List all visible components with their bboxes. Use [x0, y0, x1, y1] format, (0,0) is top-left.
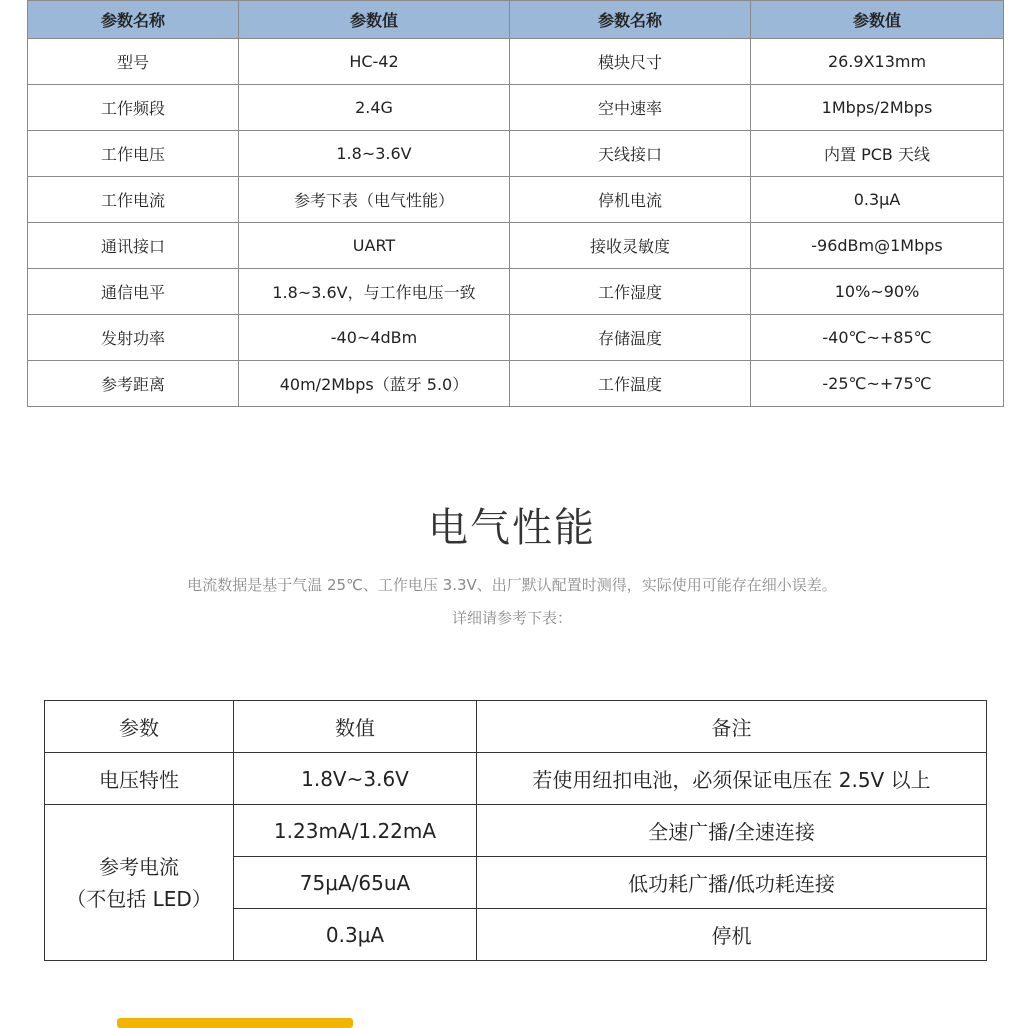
current-label-note: （不包括 LED）	[66, 886, 212, 911]
elec-header-cell: 参数	[45, 701, 234, 753]
elec-cell: 1.23mA/1.22mA	[234, 805, 477, 857]
spec-cell: -25℃~+75℃	[751, 361, 1004, 407]
elec-cell: 1.8V~3.6V	[234, 753, 477, 805]
elec-cell: 低功耗广播/低功耗连接	[477, 857, 987, 909]
spec-row	[28, 177, 1004, 223]
spec-row	[28, 39, 1004, 85]
accent-bar	[117, 1018, 353, 1028]
spec-cell: 发射功率	[28, 315, 239, 361]
section-description: 电流数据是基于气温 25℃、工作电压 3.3V、出厂默认配置时测得，实际使用可能存在细小误差。	[187, 576, 837, 594]
electrical-table	[44, 700, 987, 961]
elec-cell: 全速广播/全速连接	[477, 805, 987, 857]
elec-header-row	[45, 701, 987, 753]
spec-cell: 10%~90%	[751, 269, 1004, 315]
spec-table	[27, 0, 1004, 407]
spec-header-cell: 参数值	[239, 1, 510, 39]
spec-cell: 40m/2Mbps（蓝牙 5.0）	[239, 361, 510, 407]
spec-row	[28, 361, 1004, 407]
spec-cell: 2.4G	[239, 85, 510, 131]
elec-row	[45, 753, 987, 805]
elec-cell: 0.3μA	[234, 909, 477, 961]
elec-header-cell: 备注	[477, 701, 987, 753]
spec-cell: 型号	[28, 39, 239, 85]
spec-cell: -40℃~+85℃	[751, 315, 1004, 361]
spec-cell: 工作温度	[510, 361, 751, 407]
spec-row	[28, 315, 1004, 361]
section-description-note: 详细请参考下表：	[451, 609, 572, 627]
spec-cell: 1.8~3.6V，与工作电压一致	[239, 269, 510, 315]
spec-row	[28, 223, 1004, 269]
spec-cell: 存储温度	[510, 315, 751, 361]
section-title: 电气性能	[428, 505, 596, 551]
spec-row	[28, 269, 1004, 315]
spec-row	[28, 85, 1004, 131]
spec-cell: 接收灵敏度	[510, 223, 751, 269]
spec-header-cell: 参数名称	[28, 1, 239, 39]
spec-cell: 工作电流	[28, 177, 239, 223]
spec-header-cell: 参数名称	[510, 1, 751, 39]
spec-header-cell: 参数值	[751, 1, 1004, 39]
spec-cell: 天线接口	[510, 131, 751, 177]
spec-cell: 通讯接口	[28, 223, 239, 269]
spec-cell: 参考距离	[28, 361, 239, 407]
spec-cell: 停机电流	[510, 177, 751, 223]
elec-cell: 停机	[477, 909, 987, 961]
spec-cell: -40~4dBm	[239, 315, 510, 361]
spec-cell: 26.9X13mm	[751, 39, 1004, 85]
elec-cell: 电压特性	[45, 753, 234, 805]
spec-cell: 通信电平	[28, 269, 239, 315]
current-label: 参考电流	[99, 854, 179, 879]
spec-cell: 空中速率	[510, 85, 751, 131]
spec-cell: 模块尺寸	[510, 39, 751, 85]
spec-cell: 工作电压	[28, 131, 239, 177]
spec-cell: 1.8~3.6V	[239, 131, 510, 177]
spec-cell: 工作频段	[28, 85, 239, 131]
elec-row	[45, 805, 987, 857]
spec-cell: 参考下表（电气性能）	[239, 177, 510, 223]
spec-row	[28, 131, 1004, 177]
elec-cell: 若使用纽扣电池，必须保证电压在 2.5V 以上	[477, 753, 987, 805]
spec-cell: 0.3μA	[751, 177, 1004, 223]
spec-header-row	[28, 1, 1004, 39]
spec-cell: UART	[239, 223, 510, 269]
spec-cell: 工作湿度	[510, 269, 751, 315]
elec-cell: 75μA/65uA	[234, 857, 477, 909]
spec-cell: -96dBm@1Mbps	[751, 223, 1004, 269]
spec-cell: HC-42	[239, 39, 510, 85]
current-label-cell	[45, 805, 234, 961]
spec-cell: 内置 PCB 天线	[751, 131, 1004, 177]
elec-header-cell: 数值	[234, 701, 477, 753]
spec-cell: 1Mbps/2Mbps	[751, 85, 1004, 131]
